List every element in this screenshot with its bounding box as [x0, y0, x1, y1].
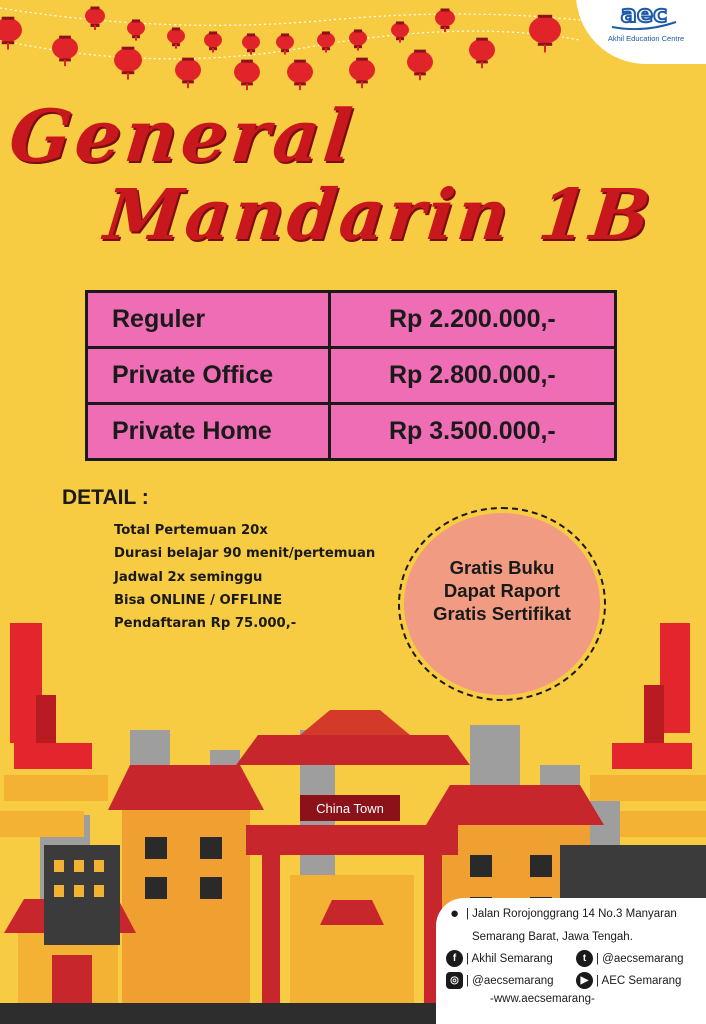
map-pin-icon: ● [449, 905, 460, 922]
youtube-row [576, 972, 681, 989]
lantern [242, 33, 260, 54]
address-row-2 [472, 931, 633, 943]
detail-item: Pendaftaran Rp 75.000,- [114, 616, 297, 632]
price-row [87, 292, 616, 348]
facebook-handle: | Akhil Semarang [466, 952, 553, 965]
lantern [407, 50, 433, 81]
price-row [87, 348, 616, 404]
lantern [85, 7, 105, 31]
lantern [349, 58, 375, 89]
lantern [52, 36, 78, 67]
detail-heading: DETAIL : [62, 486, 149, 509]
lantern [127, 19, 145, 40]
detail-item: Durasi belajar 90 menit/pertemuan [114, 546, 376, 562]
lantern [469, 38, 495, 69]
lantern [0, 17, 22, 50]
lantern [349, 29, 367, 50]
title-line-1: General [5, 93, 360, 178]
lantern [114, 47, 142, 80]
lantern [287, 60, 313, 91]
address-line-2: Semarang Barat, Jawa Tengah. [472, 931, 633, 943]
address-line-1: | Jalan Rorojonggrang 14 No.3 Manyaran [466, 907, 677, 920]
detail-item: Total Pertemuan 20x [114, 523, 268, 538]
bonus-item: Gratis Sertifikat [433, 603, 571, 624]
twitter-handle: | @aecsemarang [596, 952, 684, 965]
plan-name: Reguler [87, 292, 330, 348]
lantern [391, 21, 409, 42]
twitter-row [576, 950, 684, 967]
lantern [234, 60, 260, 91]
plan-name: Private Office [87, 348, 330, 404]
price-table [85, 290, 617, 461]
aec-logo [606, 0, 682, 30]
lantern [175, 58, 201, 89]
lantern [529, 15, 561, 53]
plan-price: Rp 2.800.000,- [330, 348, 616, 404]
facebook-icon: f [446, 950, 463, 967]
facebook-row [446, 950, 553, 967]
bonus-item: Dapat Raport [443, 580, 561, 601]
bonus-item: Gratis Buku [449, 557, 555, 578]
brand-name: Akhil Education Centre [607, 34, 685, 43]
detail-item: Bisa ONLINE / OFFLINE [114, 592, 283, 608]
detail-item: Jadwal 2x seminggu [114, 569, 263, 585]
lantern [204, 31, 222, 52]
plan-price: Rp 3.500.000,- [330, 404, 616, 460]
logo-text: aec [620, 0, 668, 28]
twitter-icon: t [576, 950, 593, 967]
youtube-icon: ▶ [576, 972, 593, 989]
website-link[interactable]: -www.aecsemarang- [490, 993, 595, 1005]
address-row [446, 905, 677, 922]
plan-name: Private Home [87, 404, 330, 460]
gate-sign: China Town [316, 801, 384, 816]
lantern [435, 9, 455, 33]
plan-price: Rp 2.200.000,- [330, 292, 616, 348]
lantern [167, 27, 185, 48]
price-row [87, 404, 616, 460]
youtube-handle: | AEC Semarang [596, 974, 682, 987]
title-line-2: Mandarin 1B [100, 173, 658, 256]
lantern [317, 31, 335, 52]
instagram-handle: | @aecsemarang [466, 974, 554, 987]
instagram-icon: ◎ [446, 972, 463, 989]
instagram-row [446, 972, 554, 989]
